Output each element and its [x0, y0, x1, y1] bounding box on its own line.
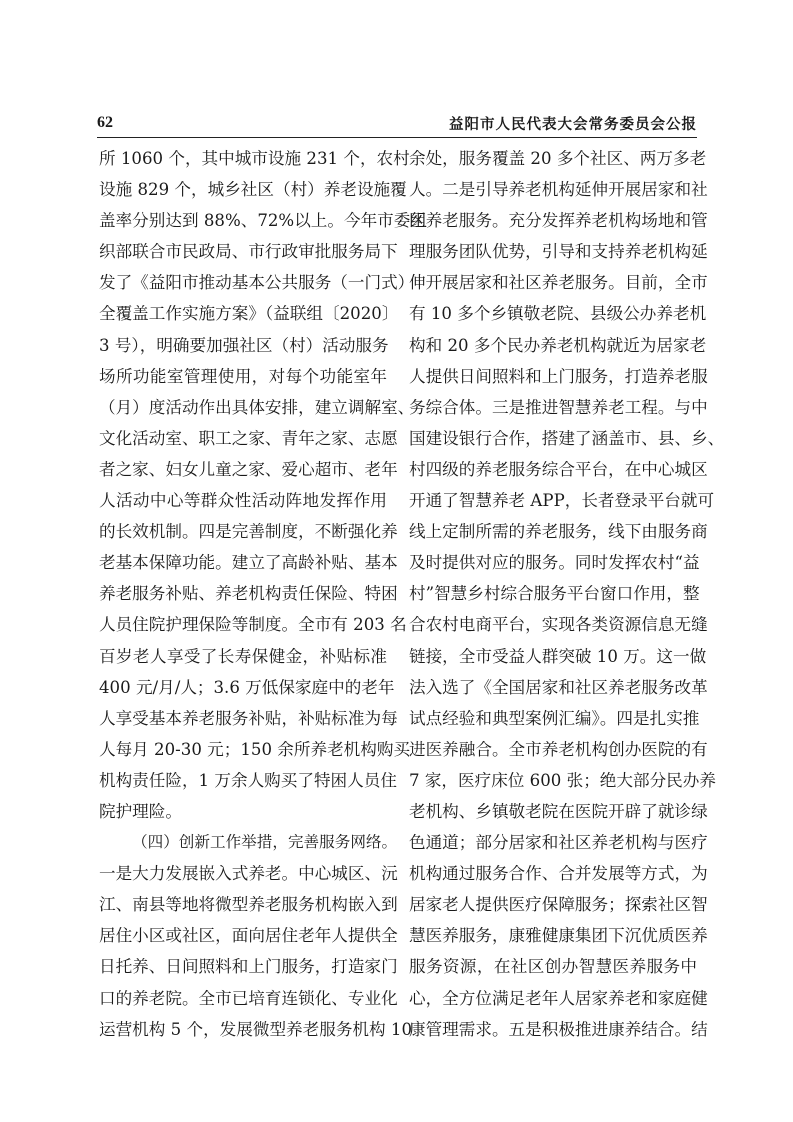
text-line: 养老服务补贴、养老机构责任保险、特困 [99, 584, 398, 604]
text-line: 试点经验和典型案例汇编》。四是扎实推 [409, 708, 700, 728]
text-line: 居家老人提供医疗保障服务；探索社区智 [409, 895, 708, 915]
text-line: 百岁老人享受了长寿保健金，补贴标准 [99, 646, 387, 666]
text-line: 法入选了《全国居家和社区养老服务改革 [409, 677, 708, 697]
text-line: 口的养老院。全市已培育连锁化、专业化 [99, 988, 398, 1008]
text-line: 3 号），明确要加强社区（村）活动服务 [99, 335, 389, 355]
right-column [409, 143, 725, 1083]
text-line: 有 10 多个乡镇敬老院、县级公办养老机 [409, 304, 707, 324]
text-line: 村四级的养老服务综合平台，在中心城区 [409, 459, 708, 479]
journal-title: 益阳市人民代表大会常务委员会公报 [449, 117, 697, 133]
text-line: 人提供日间照料和上门服务，打造养老服 [409, 366, 708, 386]
text-line: 日托养、日间照料和上门服务，打造家门 [99, 957, 398, 977]
text-line: 链接，全市受益人群突破 10 万。这一做 [409, 646, 707, 666]
page-number: 62 [97, 114, 113, 131]
text-line: 发了《益阳市推动基本公共服务（一门式） [99, 273, 415, 293]
text-line: 区养老服务。充分发挥养老机构场地和管 [409, 211, 708, 231]
text-line: 人享受基本养老服务补贴，补贴标准为每 [99, 708, 398, 728]
text-line: 者之家、妇女儿童之家、爱心超市、老年 [99, 459, 398, 479]
text-line: 场所功能室管理使用，对每个功能室年 [99, 366, 387, 386]
text-line: 机构责任险，1 万余人购买了特困人员住 [99, 770, 397, 790]
text-line: 国建设银行合作，搭建了涵盖市、县、乡、 [409, 428, 725, 448]
text-line: 及时提供对应的服务。同时发挥农村“益 [409, 553, 700, 573]
text-line: 院护理险。 [99, 801, 182, 821]
text-line: 人。二是引导养老机构延伸开展居家和社 [409, 180, 708, 200]
text-line: 居住小区或社区，面向居住老年人提供全 [99, 926, 398, 946]
text-line: 村”智慧乡村综合服务平台窗口作用，整 [409, 584, 700, 604]
text-line: 伸开展居家和社区养老服务。目前，全市 [409, 273, 708, 293]
text-line: 人员住院护理保险等制度。全市有 203 名 [99, 615, 407, 635]
text-line: 运营机构 5 个，发展微型养老服务机构 10 [99, 1019, 412, 1039]
text-line: 合农村电商平台，实现各类资源信息无缝 [409, 615, 708, 635]
text-line: 理服务团队优势，引导和支持养老机构延 [409, 242, 708, 262]
text-line: 构和 20 多个民办养老机构就近为居家老 [409, 335, 707, 355]
text-line: 织部联合市民政局、市行政审批服务局下 [99, 242, 398, 262]
text-line: 余处，服务覆盖 20 多个社区、两万多老 [409, 149, 707, 168]
text-line: 老基本保障功能。建立了高龄补贴、基本 [99, 553, 398, 573]
text-line: 进医养融合。全市养老机构创办医院的有 [409, 739, 708, 759]
text-line: 7 家，医疗床位 600 张；绝大部分民办养 [409, 770, 716, 790]
text-line: 盖率分别达到 88%、72%以上。今年市委组 [99, 211, 427, 231]
section-heading: （四）创新工作举措，完善服务网络。 [132, 833, 398, 852]
text-line: 江、南县等地将微型养老服务机构嵌入到 [99, 895, 398, 915]
text-line: 机构通过服务合作、合并发展等方式，为 [409, 864, 708, 884]
text-line: 人活动中心等群众性活动阵地发挥作用 [99, 491, 387, 511]
text-line: 文化活动室、职工之家、青年之家、志愿 [99, 428, 398, 448]
text-line: 康管理需求。五是积极推进康养结合。结 [409, 1019, 708, 1039]
text-line: 全覆盖工作实施方案》（益联组〔2020〕 [99, 304, 399, 324]
text-line: 色通道；部分居家和社区养老机构与医疗 [409, 833, 708, 853]
text-line: 慧医养服务，康雅健康集团下沉优质医养 [409, 926, 708, 946]
text-line: 400 元/月/人；3.6 万低保家庭中的老年 [99, 677, 395, 697]
text-line: 设施 829 个，城乡社区（村）养老设施覆 [99, 180, 407, 200]
text-line: 人每月 20-30 元；150 余所养老机构购买 [99, 739, 411, 759]
text-line: 所 1060 个，其中城市设施 231 个，农村 [99, 149, 410, 168]
text-line: 一是大力发展嵌入式养老。中心城区、沅 [99, 864, 398, 884]
header-rule [97, 137, 697, 138]
text-line: 开通了智慧养老 APP，长者登录平台就可 [409, 491, 715, 511]
text-line: （月）度活动作出具体安排，建立调解室、 [99, 397, 415, 417]
text-line: 心，全方位满足老年人居家养老和家庭健 [409, 988, 708, 1008]
text-line: 务综合体。三是推进智慧养老工程。与中 [409, 397, 708, 417]
text-line: 的长效机制。四是完善制度，不断强化养 [99, 522, 398, 542]
left-column [99, 143, 427, 1083]
page-header [97, 112, 697, 136]
text-line: 线上定制所需的养老服务，线下由服务商 [409, 522, 708, 542]
text-line: 老机构、乡镇敬老院在医院开辟了就诊绿 [409, 801, 708, 821]
text-line: 服务资源，在社区创办智慧医养服务中 [409, 957, 697, 977]
